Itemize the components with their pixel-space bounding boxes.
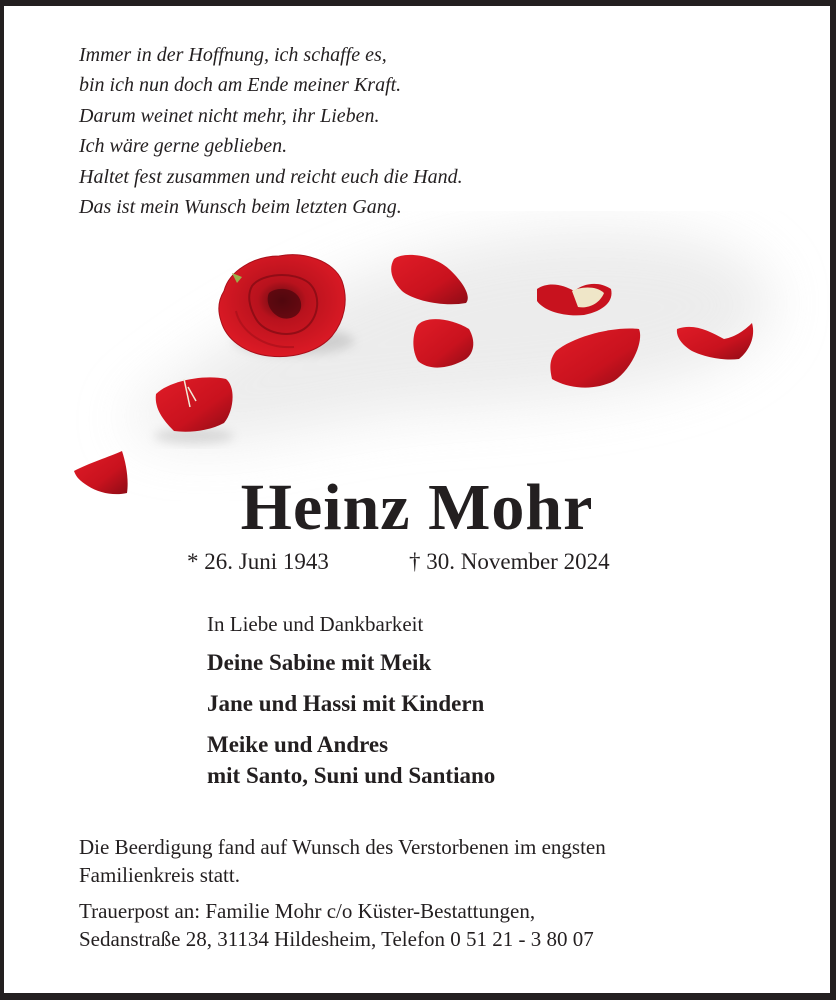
poem-line: Immer in der Hoffnung, ich schaffe es,: [79, 44, 387, 66]
mourners-intro: In Liebe und Dankbarkeit: [207, 612, 424, 636]
contact-line: Sedanstraße 28, 31134 Hildesheim, Telefon 0 51 21 - 3 80 07: [79, 927, 594, 951]
contact-line: Trauerpost an: Familie Mohr c/o Küster-Bestattungen,: [79, 899, 536, 923]
rose-image: [4, 211, 830, 501]
mourner-line: mit Santo, Suni und Santiano: [207, 763, 496, 788]
deceased-name: Heinz Mohr: [240, 471, 594, 544]
poem-line: bin ich nun doch am Ende meiner Kraft.: [79, 74, 402, 97]
poem-line: Haltet fest zusammen und reicht euch die Hand.: [79, 165, 463, 188]
funeral-line: Familienkreis statt.: [79, 863, 240, 887]
mourner-line: Deine Sabine mit Meik: [207, 650, 432, 675]
mourner-line: Jane und Hassi mit Kindern: [207, 691, 485, 716]
rose-icon: [4, 211, 830, 501]
death-date: † 30. November 2024: [409, 549, 610, 574]
poem: [79, 40, 463, 222]
poem-line: Das ist mein Wunsch beim letzten Gang.: [79, 196, 402, 219]
poem-line: Ich wäre gerne geblieben.: [79, 135, 288, 158]
mourners-list: [207, 647, 495, 791]
poem-line: Darum weinet nicht mehr, ihr Lieben.: [79, 104, 380, 127]
mourner-line: Meike und Andres: [207, 732, 389, 757]
funeral-line: Die Beerdigung fand auf Wunsch des Verstorbenen im engsten: [79, 835, 606, 859]
obituary-sheet: [4, 6, 830, 993]
birth-date: * 26. Juni 1943: [187, 549, 329, 574]
funeral-notice: [79, 833, 606, 953]
